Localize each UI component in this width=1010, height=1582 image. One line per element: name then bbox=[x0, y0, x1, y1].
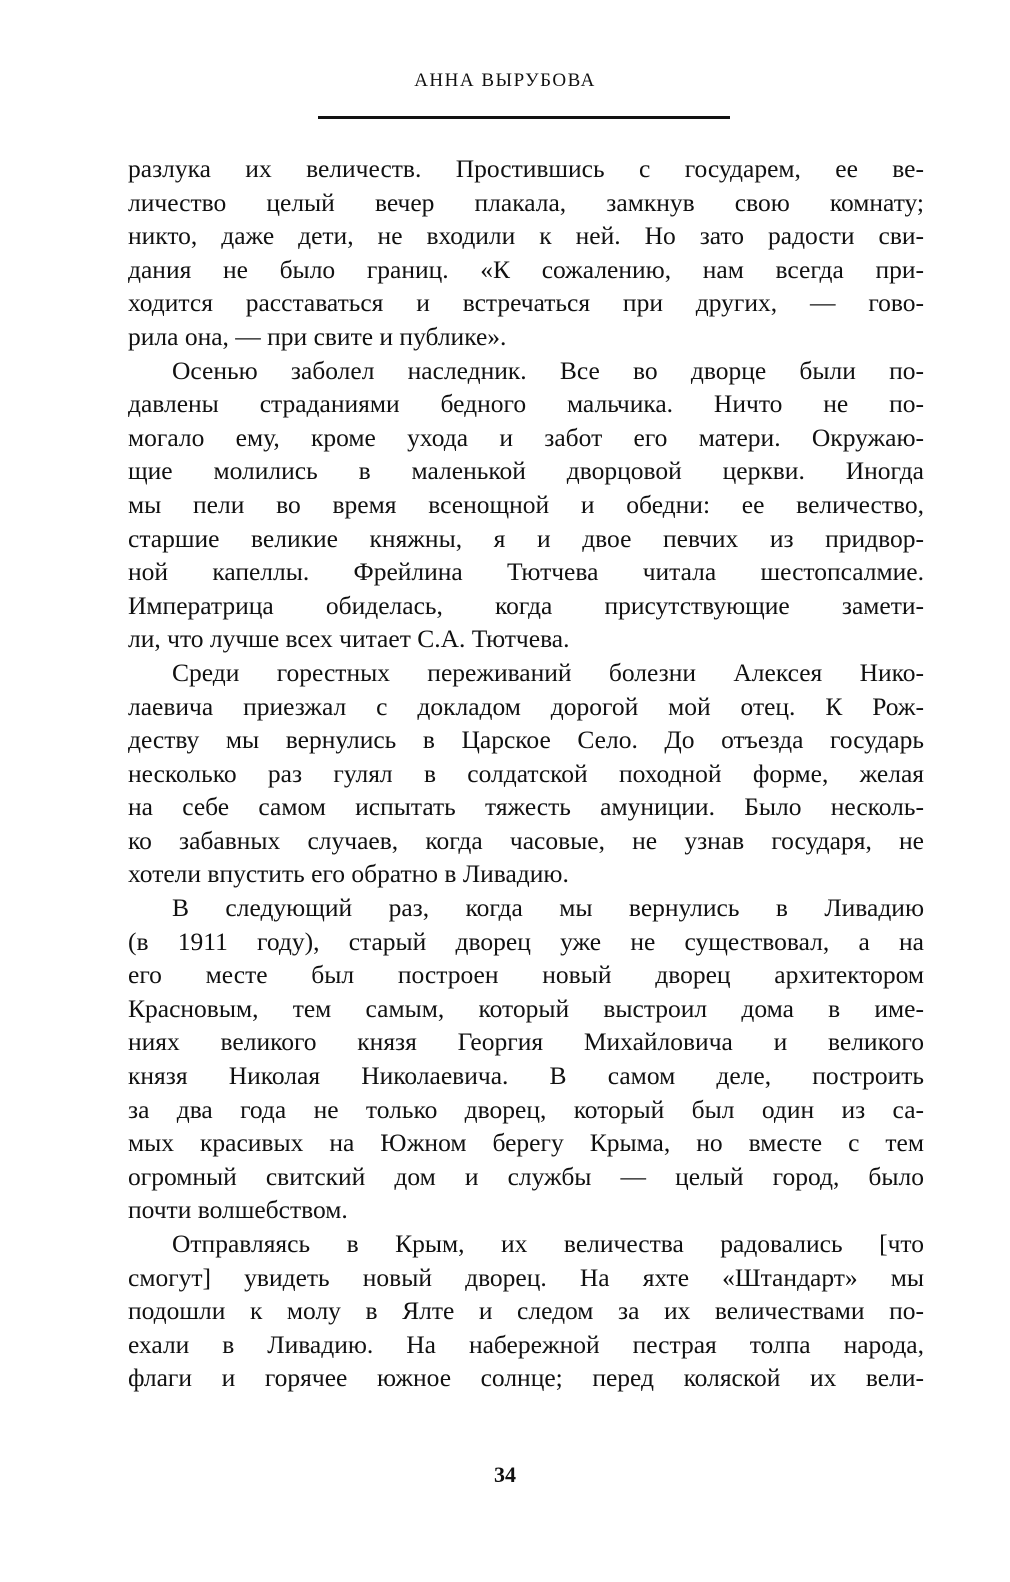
text-line: дания не было границ. «К сожалению, нам всегда при- bbox=[128, 254, 924, 284]
header-rule bbox=[318, 116, 730, 119]
text-line: личество целый вечер плакала, замкнув свою комнату; bbox=[128, 187, 924, 217]
text-line: несколько раз гулял в солдатской походной форме, желая bbox=[128, 758, 924, 788]
text-line: ехали в Ливадию. На набережной пестрая толпа народа, bbox=[128, 1329, 924, 1359]
text-line: огромный свитский дом и службы — целый город, было bbox=[128, 1161, 924, 1191]
text-line: старшие великие княжны, я и двое певчих из придвор- bbox=[128, 523, 924, 553]
text-line: могало ему, кроме ухода и забот его матери. Окружаю- bbox=[128, 422, 924, 452]
text-line: ниях великого князя Георгия Михайловича и великого bbox=[128, 1027, 924, 1057]
text-line: деству мы вернулись в Царское Село. До отъезда государь bbox=[128, 725, 924, 755]
text-line: его месте был построен новый дворец архитектором bbox=[128, 960, 924, 990]
text-line: смогут] увидеть новый дворец. На яхте «Штандарт» мы bbox=[128, 1262, 924, 1292]
text-line: Осенью заболел наследник. Все во дворце были по- bbox=[172, 355, 924, 385]
text-line: разлука их величеств. Простившись с государем, ее ве- bbox=[128, 154, 924, 183]
text-line: ной капеллы. Фрейлина Тютчева читала шестопсалмие. bbox=[128, 557, 924, 587]
text-line: В следующий раз, когда мы вернулись в Ливадию bbox=[172, 893, 924, 923]
text-line: мых красивых на Южном берегу Крыма, но вместе с тем bbox=[128, 1128, 924, 1158]
text-line: за два года не только дворец, который был один из са- bbox=[128, 1094, 924, 1124]
text-line: Среди горестных переживаний болезни Алексея Нико- bbox=[172, 657, 924, 687]
text-line: мы пели во время всенощной и обедни: ее величество, bbox=[128, 489, 924, 519]
text-line: ли, что лучше всех читает С.А. Тютчева. bbox=[128, 624, 570, 654]
text-line: ко забавных случаев, когда часовые, не узнав государя, не bbox=[128, 825, 924, 855]
text-line: лаевича приезжал с докладом дорогой мой отец. К Рож- bbox=[128, 691, 924, 721]
body-text bbox=[128, 152, 924, 1395]
text-line: (в 1911 году), старый дворец уже не существовал, а на bbox=[128, 926, 924, 956]
text-line: флаги и горячее южное солнце; перед коляской их вели- bbox=[128, 1363, 924, 1393]
text-line: щие молились в маленькой дворцовой церкви. Иногда bbox=[128, 456, 924, 486]
text-line: на себе самом испытать тяжесть амуниции. Было несколь- bbox=[128, 792, 924, 822]
text-line: хотели впустить его обратно в Ливадию. bbox=[128, 859, 569, 889]
text-line: Красновым, тем самым, который выстроил дома в име- bbox=[128, 993, 924, 1023]
text-line: ходится расставаться и встречаться при других, — гово- bbox=[128, 288, 924, 318]
text-line: Императрица обиделась, когда присутствующие замети- bbox=[128, 590, 924, 620]
text-line: Отправляясь в Крым, их величества радовались [что bbox=[172, 1229, 924, 1258]
text-line: князя Николая Николаевича. В самом деле, построить bbox=[128, 1061, 924, 1091]
text-line: почти волшебством. bbox=[128, 1195, 348, 1225]
page-number: 34 bbox=[494, 1462, 516, 1487]
text-line: давлены страданиями бедного мальчика. Ничто не по- bbox=[128, 389, 924, 419]
running-head: АННА ВЫРУБОВА bbox=[414, 70, 596, 91]
text-line: подошли к молу в Ялте и следом за их величествами по- bbox=[128, 1296, 924, 1326]
text-line: рила она, — при свите и публике». bbox=[128, 321, 507, 351]
text-line: никто, даже дети, не входили к ней. Но зато радости сви- bbox=[128, 221, 924, 251]
